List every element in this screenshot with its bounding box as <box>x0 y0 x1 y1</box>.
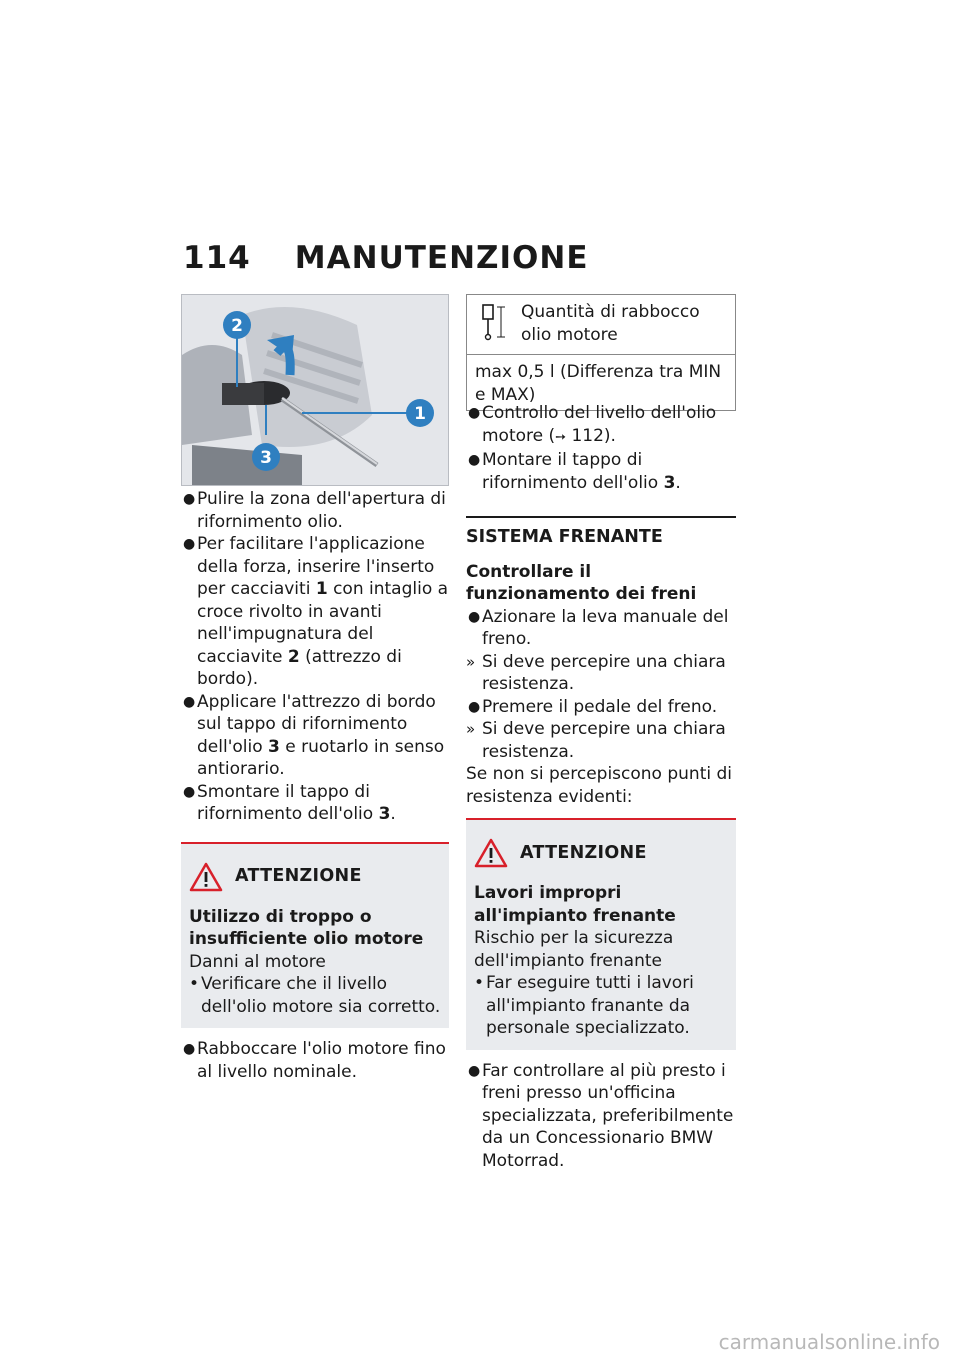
oil-warning-box <box>181 842 449 1029</box>
callout-1 <box>406 399 434 427</box>
dipstick-icon <box>475 301 511 341</box>
page-number: 114 <box>183 240 251 276</box>
step-remove-cap: ● Smontare il tappo di rifornimento dell'olio 3. <box>183 781 396 824</box>
callout-3 <box>252 443 280 471</box>
page-header <box>183 240 589 276</box>
step-apply-tool: ● Applicare l'attrezzo di bordo sul tappo di rifornimento dell'olio 3 e ruotarlo in senso antiorario. <box>183 691 445 779</box>
left-column <box>181 488 449 1083</box>
warning-subtitle: Utilizzo di troppo o insufficiente olio motore <box>189 906 424 949</box>
brake-result: » Si deve percepire una chiara resistenza. <box>466 719 726 762</box>
step-top-up: ● Rabboccare l'olio motore fino al livello nominale. <box>183 1039 446 1082</box>
brake-step: ● Premere il pedale del freno. <box>468 696 718 717</box>
oil-filler-illustration <box>181 294 449 486</box>
step-insert-bit: ● Per facilitare l'applicazione della forza, inserire l'inserto per cacciaviti 1 con intaglio a croce rivolto in avanti nell'impugnatura del cacciavite 2 (attrezzo di bordo). <box>183 534 449 689</box>
brake-step: ● Azionare la leva manuale del freno. <box>468 606 729 649</box>
section-title: SISTEMA FRENANTE <box>466 516 736 549</box>
callout-2 <box>223 311 251 339</box>
bullet-icon: ● <box>468 698 481 715</box>
page-title: MANUTENZIONE <box>294 240 589 276</box>
step-check-level: ● Controllo del livello dell'olio motore (➙ 112). <box>468 403 717 446</box>
brake-note: Se non si percepiscono punti di resistenza evidenti: <box>466 764 733 807</box>
warning-title: ATTENZIONE <box>235 866 362 887</box>
result-arrow-icon: » <box>466 652 476 671</box>
bullet-icon: ● <box>468 405 481 421</box>
page-ref-link[interactable]: 112 <box>571 425 604 446</box>
warning-action: • Far eseguire tutti i lavori all'impianto franante da personale specializzato. <box>474 973 694 1038</box>
bullet-icon: ● <box>468 1062 481 1079</box>
engine-illustration-svg <box>182 295 449 486</box>
warning-subtitle: Lavori impropri all'impianto frenante <box>474 883 676 926</box>
step-refit-cap: ● Montare il tappo di rifornimento dell'olio 3. <box>468 450 681 493</box>
warning-triangle-icon <box>474 838 508 868</box>
bullet-icon: ● <box>183 783 196 800</box>
step-dealer-check: ● Far controllare al più presto i freni presso un'officina specializzata, preferibilmente da un Concessionario BMW Motorrad. <box>468 1060 734 1171</box>
step-clean-filler: ● Pulire la zona dell'apertura di rifornimento olio. <box>183 489 446 532</box>
right-column <box>466 402 736 1172</box>
quantity-value: max 0,5 l (Differenza tra MIN e MAX) <box>475 362 722 405</box>
warning-consequence: Rischio per la sicurezza dell'impianto frenante <box>474 928 674 971</box>
oil-quantity-table <box>466 294 736 411</box>
bullet-icon: ● <box>183 1041 196 1057</box>
bullet-icon: ● <box>183 536 196 552</box>
sub-title: Controllare il funzionamento dei freni <box>466 561 697 604</box>
result-arrow-icon: » <box>466 720 476 738</box>
callout-3-label: 3 <box>260 448 272 468</box>
warning-action: • Verificare che il livello dell'olio motore sia corretto. <box>189 974 441 1017</box>
dot-icon: • <box>189 974 200 994</box>
bullet-icon: ● <box>468 608 481 625</box>
warning-title: ATTENZIONE <box>520 842 647 863</box>
quantity-label: Quantità di rabbocco olio motore <box>521 302 700 345</box>
page-ref-arrow-icon[interactable]: ➙ <box>555 429 567 445</box>
brake-result: » Si deve percepire una chiara resistenza. <box>466 651 726 694</box>
callout-1-label: 1 <box>414 404 426 424</box>
bullet-icon: ● <box>183 491 196 507</box>
bullet-icon: ● <box>468 452 481 468</box>
watermark: carmanualsonline.info <box>718 1330 940 1354</box>
warning-triangle-icon <box>189 862 223 892</box>
callout-2-label: 2 <box>231 316 243 336</box>
bullet-icon: ● <box>183 693 196 710</box>
warning-consequence: Danni al motore <box>189 951 326 972</box>
dot-icon: • <box>474 973 485 993</box>
brake-warning-box <box>466 818 736 1050</box>
